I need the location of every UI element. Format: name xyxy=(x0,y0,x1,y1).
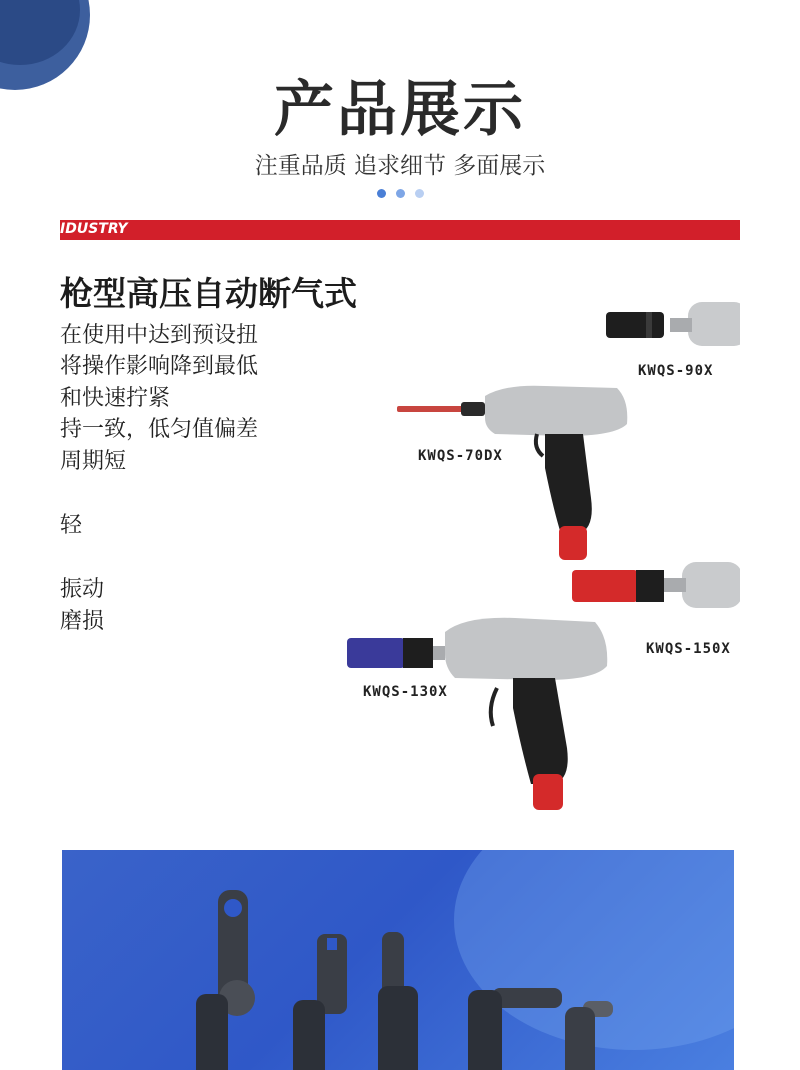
feature-line: 持一致，低匀值偏差 xyxy=(60,417,259,442)
angle-tool-2-image xyxy=(287,930,367,1070)
model-label: KWQS-130X xyxy=(363,684,448,700)
tool-kwqs-90x-image xyxy=(600,298,740,358)
angle-tool-4-image xyxy=(462,980,572,1070)
feature-line: 轻 xyxy=(60,513,83,538)
indicator-dot-3[interactable] xyxy=(415,189,424,198)
model-label: KWQS-90X xyxy=(638,363,714,379)
angle-tool-1-image xyxy=(182,886,272,1070)
product-title: 枪型高压自动断气式 xyxy=(60,274,357,313)
angle-tool-3-image xyxy=(372,930,432,1070)
feature-line: 将操作影响降到最低 xyxy=(60,354,259,379)
angle-tool-5-image xyxy=(557,995,627,1070)
indicator-dot-2[interactable] xyxy=(396,189,405,198)
feature-line: 和快速拧紧 xyxy=(60,386,171,411)
product-photo-panel xyxy=(62,850,734,1070)
indicator-dot-1[interactable] xyxy=(377,189,386,198)
model-label: KWQS-150X xyxy=(646,641,731,657)
product-catalog-image xyxy=(60,218,740,828)
page-title: 产品展示 xyxy=(274,75,526,145)
tool-kwqs-130x-image xyxy=(345,608,615,818)
feature-line: 在使用中达到预设扭 xyxy=(60,323,259,348)
carousel-indicator xyxy=(0,189,800,198)
feature-line: 周期短 xyxy=(60,449,127,474)
feature-line: 磨损 xyxy=(60,609,105,634)
page-subtitle: 注重品质 追求细节 多面展示 xyxy=(254,153,546,179)
brand-banner xyxy=(60,220,740,240)
model-label: KWQS-70DX xyxy=(418,448,503,464)
brand-banner-text: IDUSTRY xyxy=(60,221,128,237)
tool-kwqs-70dx-image xyxy=(395,378,635,568)
feature-line: 振动 xyxy=(60,577,105,602)
